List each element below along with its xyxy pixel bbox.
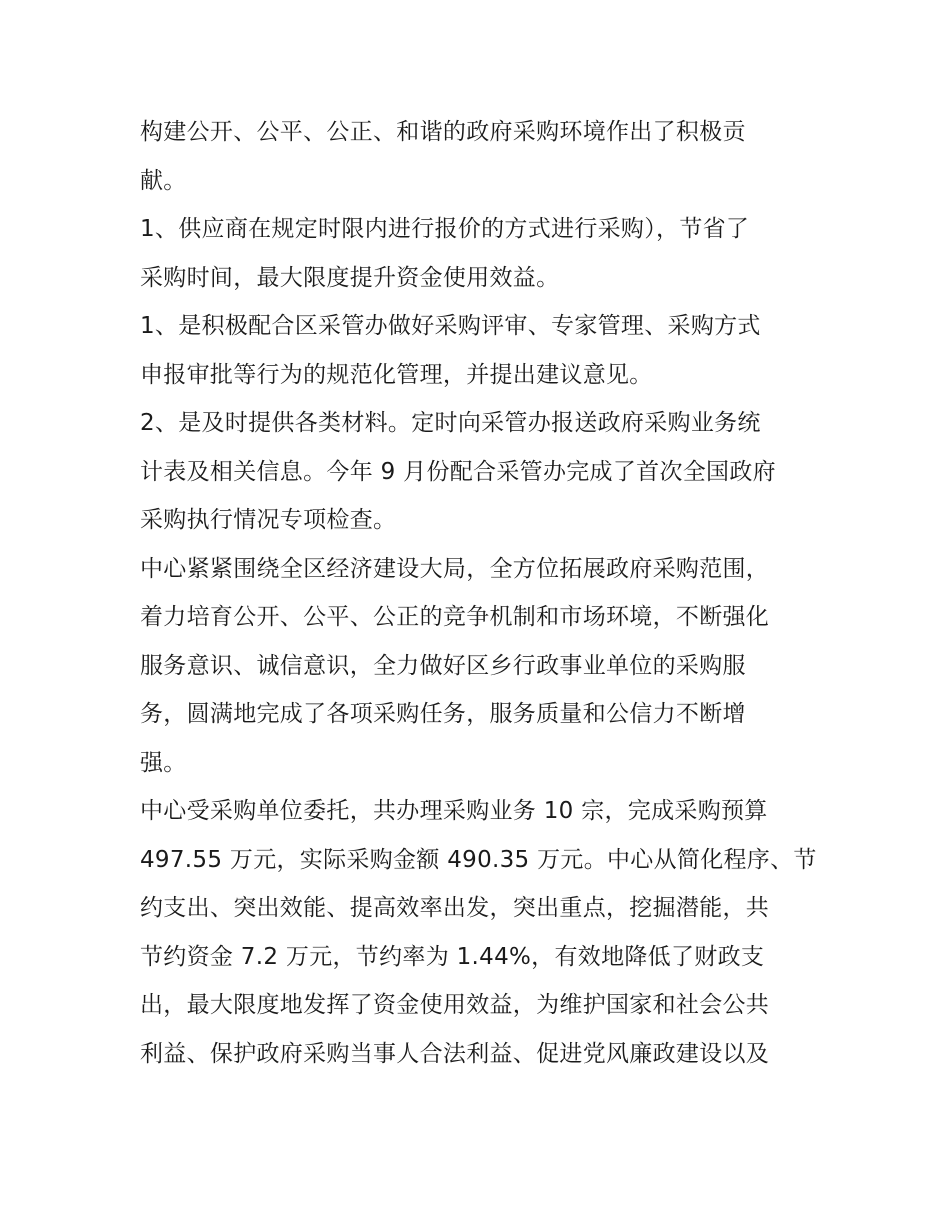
- text-line: 1、供应商在规定时限内进行报价的方式进行采购），节省了: [140, 216, 750, 242]
- text-line: 务，圆满地完成了各项采购任务，服务质量和公信力不断增: [140, 701, 746, 727]
- text-line: 构建公开、公平、公正、和谐的政府采购环境作出了积极贡: [140, 119, 746, 145]
- text-line: 节约资金 7.2 万元，节约率为 1.44%，有效地降低了财政支: [140, 943, 765, 970]
- text-line: 采购执行情况专项检查。: [140, 507, 397, 533]
- text-line: 1、是积极配合区采管办做好采购评审、专家管理、采购方式: [140, 313, 761, 339]
- text-line: 献。: [140, 167, 187, 194]
- text-line: 出，最大限度地发挥了资金使用效益，为维护国家和社会公共: [140, 992, 770, 1018]
- text-line: 着力培育公开、公平、公正的竞争机制和市场环境，不断强化: [140, 604, 770, 630]
- text-line: 计表及相关信息。今年 9 月份配合采管办完成了首次全国政府: [140, 458, 776, 485]
- text-line: 强。: [140, 749, 187, 776]
- text-line: 利益、保护政府采购当事人合法利益、促进党风廉政建设以及: [140, 1040, 770, 1067]
- text-line: 约支出、突出效能、提高效率出发，突出重点，挖掘潜能，共: [140, 895, 770, 921]
- text-line: 采购时间，最大限度提升资金使用效益。: [140, 264, 560, 291]
- text-line: 497.55 万元，实际采购金额 490.35 万元。中心从简化程序、节: [140, 846, 817, 873]
- text-line: 中心紧紧围绕全区经济建设大局，全方位拓展政府采购范围，: [140, 555, 770, 582]
- text-line: 服务意识、诚信意识，全力做好区乡行政事业单位的采购服: [140, 652, 746, 679]
- document-body: [140, 108, 820, 1078]
- text-line: 中心受采购单位委托，共办理采购业务 10 宗，完成采购预算: [140, 798, 768, 824]
- text-line: 申报审批等行为的规范化管理，并提出建议意见。: [140, 361, 653, 388]
- text-line: 2、是及时提供各类材料。定时向采管办报送政府采购业务统: [140, 410, 761, 436]
